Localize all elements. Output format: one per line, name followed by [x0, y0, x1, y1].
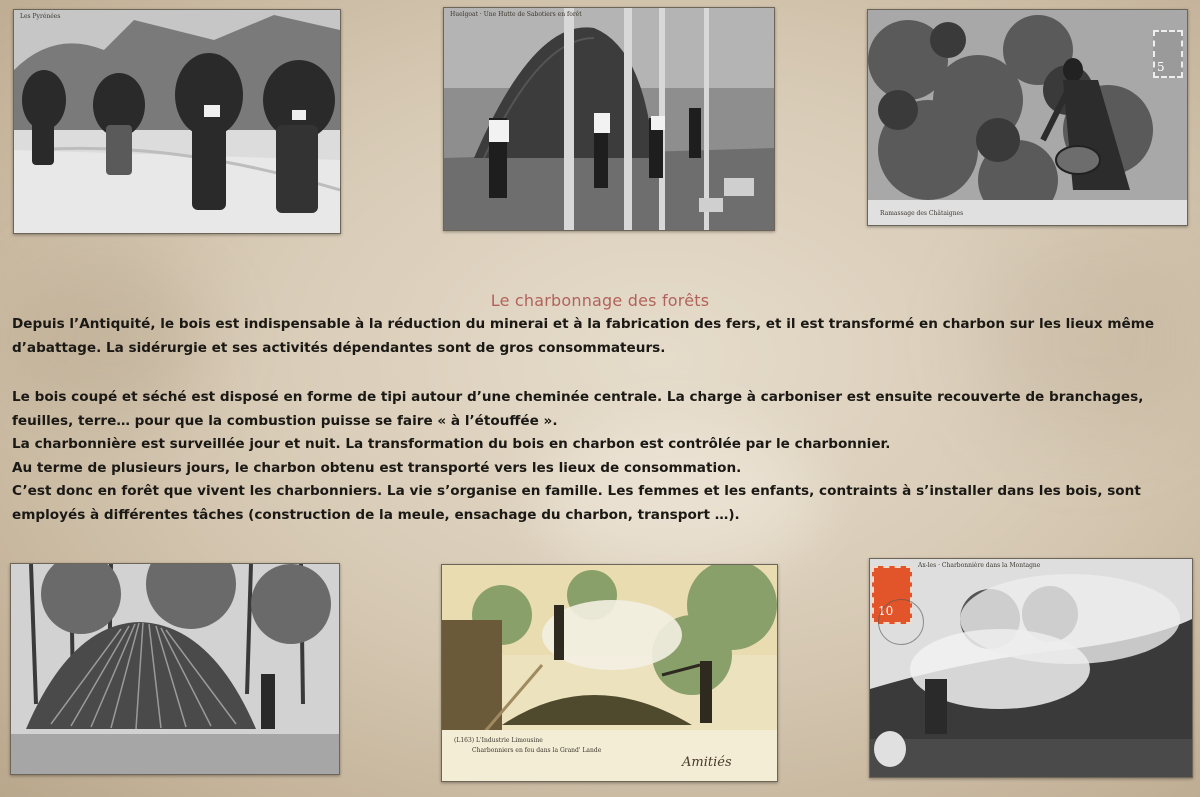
text-line: La charbonnière est surveillée jour et nuit. La transformation du bois en charbon est contrôlée par le charbonnier.: [12, 436, 891, 452]
postcard-caption: Huelgoat · Une Hutte de Sabotiers en forêt: [450, 11, 582, 18]
text-line: Depuis l’Antiquité, le bois est indispensable à la réduction du minerai et à la fabrication des fers, et il est transformé en charbon sur les lieux même: [12, 316, 1155, 332]
text-line: d’abattage. La sidérurgie et ses activités dépendantes sont de gros consommateurs.: [12, 339, 666, 356]
handwritten-signature: Amitiés: [682, 755, 732, 770]
postage-stamp: [1153, 30, 1183, 78]
text-line: Au terme de plusieurs jours, le charbon obtenu est transporté vers les lieux de consommation.: [12, 459, 742, 476]
postcard-burning-kiln: [441, 564, 778, 782]
postcard-mountain-kiln: [869, 558, 1193, 778]
text-line: feuilles, terre… pour que la combustion puisse se faire « à l’étouffée ».: [12, 412, 558, 429]
text-line: C’est donc en forêt que vivent les charbonniers. La vie s’organise en famille. Les femmes et les enfants, contraints à s’installer dans les bois, sont: [12, 483, 1141, 499]
stamp-value: 5: [1157, 60, 1165, 74]
photo-chestnut-gathering: [868, 10, 1187, 225]
photo-forest-hut: [444, 8, 774, 230]
process-paragraph: [12, 386, 1192, 527]
postcard-caption: (L163) L'Industrie Limousine: [454, 737, 543, 744]
postcard-caption: Ax-les · Charbonnière dans la Montagne: [918, 562, 1041, 569]
text-line: employés à différentes tâches (construction de la meule, ensachage du charbon, transport …).: [12, 506, 740, 523]
postcard-caption: Les Pyrénées: [20, 13, 61, 20]
postcard-kiln-structure: [10, 563, 340, 775]
text-line: Le bois coupé et séché est disposé en forme de tipi autour d’une cheminée centrale. La charge à carboniser est ensuite recouverte de branchages,: [12, 389, 1144, 405]
photo-mountain-kiln: [870, 559, 1192, 777]
photo-women-carrying-wood: [14, 10, 340, 233]
postcard-chestnut-gathering: [867, 9, 1188, 226]
postcard-caption: Charbonniers en feu dans la Grand' Lande: [472, 747, 602, 754]
intro-paragraph: [12, 313, 1192, 360]
postcard-forest-hut: [443, 7, 775, 231]
panel-title: Le charbonnage des forêts: [490, 291, 710, 310]
postcard-caption: Ramassage des Châtaignes: [880, 210, 964, 217]
stamp-value: 10: [878, 604, 894, 618]
postcard-women-carrying-wood: [13, 9, 341, 234]
postmark-circle: [878, 599, 924, 645]
photo-kiln-structure: [11, 564, 339, 774]
